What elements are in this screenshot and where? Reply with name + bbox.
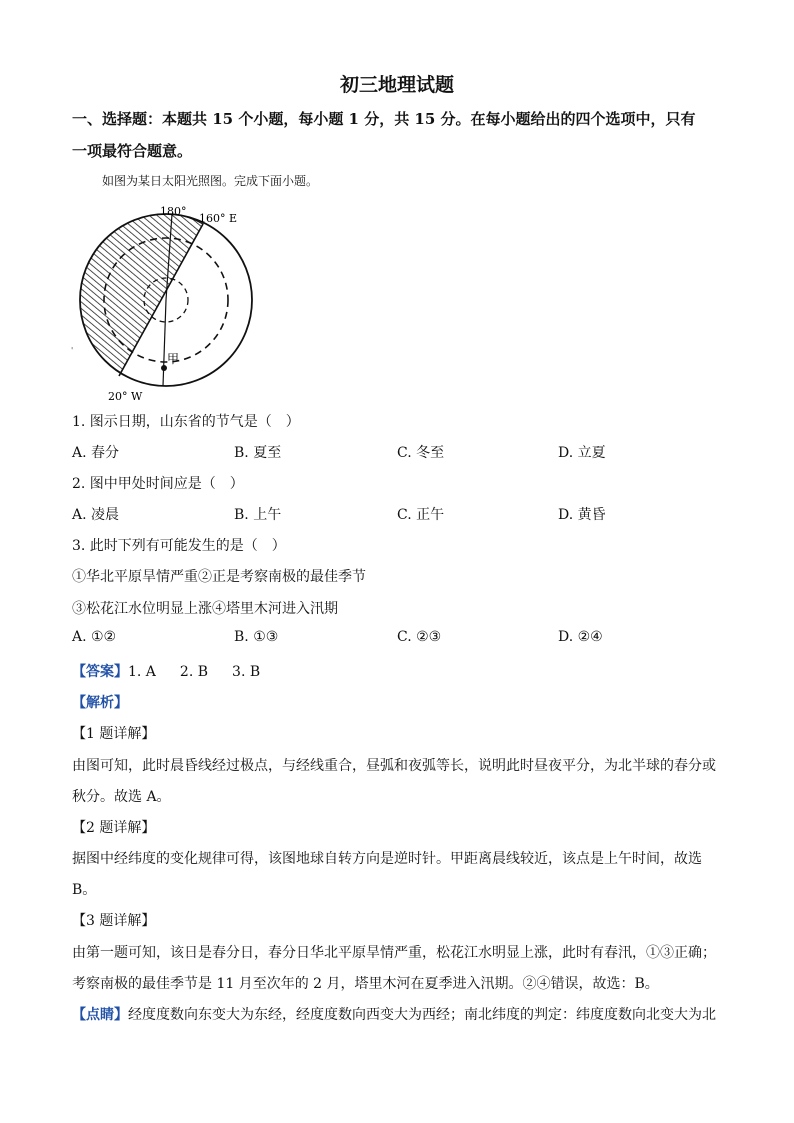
page-title: 初三地理试题 bbox=[339, 74, 454, 96]
question-3-line-2: ③松花江水位明显上涨④塔里木河进入汛期 bbox=[72, 601, 338, 617]
question-3-option-c: C. ②③ bbox=[397, 629, 442, 645]
analysis-tag: 【解析】 bbox=[72, 695, 128, 711]
answer-3: 3. B bbox=[232, 664, 261, 680]
tip-tag: 【点睛】 bbox=[72, 1007, 128, 1023]
answer-tag: 【答案】 bbox=[72, 664, 128, 680]
question-2-option-c: C. 正午 bbox=[397, 507, 445, 523]
detail-1-line-2: 秋分。故选 A。 bbox=[72, 789, 171, 805]
detail-2-line-1: 据图中经纬度的变化规律可得，该图地球自转方向是逆时针。甲距离晨线较近，该点是上午时间，故选 bbox=[72, 851, 702, 867]
section-heading-line-2: 一项最符合题意。 bbox=[72, 142, 193, 160]
question-1-option-b: B. 夏至 bbox=[234, 445, 282, 461]
answer-1: 1. A bbox=[128, 664, 156, 680]
detail-3-line-1: 由第一题可知，该日是春分日，春分日华北平原旱情严重，松花江水明显上涨，此时有春汛，①③正确； bbox=[72, 945, 716, 961]
label-jia: 甲 bbox=[167, 352, 180, 366]
question-1-option-c: C. 冬至 bbox=[397, 445, 445, 461]
question-2-option-a: A. 凌晨 bbox=[72, 507, 120, 523]
question-3-line-1: ①华北平原旱情严重②正是考察南极的最佳季节 bbox=[72, 569, 366, 585]
meridian-jia bbox=[163, 300, 166, 386]
edge-mark: ' bbox=[71, 346, 74, 355]
question-1-option-d: D. 立夏 bbox=[558, 445, 606, 461]
section-heading-line-1: 一、选择题：本题共 15 个小题，每小题 1 分，共 15 分。在每小题给出的四个选项中，只有 bbox=[72, 110, 696, 128]
tip-line bbox=[72, 1004, 716, 1024]
answer-line bbox=[72, 661, 260, 681]
figure-intro: 如图为某日太阳光照图。完成下面小题。 bbox=[102, 174, 319, 188]
illumination-figure bbox=[68, 200, 268, 405]
question-3-option-b: B. ①③ bbox=[234, 629, 279, 645]
label-180: 180° bbox=[160, 205, 187, 218]
question-2-option-d: D. 黄昏 bbox=[558, 507, 606, 523]
detail-1-head: 【1 题详解】 bbox=[72, 726, 156, 742]
question-3-stem: 3. 此时下列有可能发生的是（ ） bbox=[72, 538, 286, 554]
question-1-stem: 1. 图示日期，山东省的节气是（ ） bbox=[72, 414, 300, 430]
detail-3-line-2: 考察南极的最佳季节是 11 月至次年的 2 月，塔里木河在夏季进入汛期。②④错误，故选：B。 bbox=[72, 976, 659, 992]
detail-2-line-2: B。 bbox=[72, 882, 97, 898]
night-area bbox=[74, 213, 203, 376]
question-3-option-a: A. ①② bbox=[72, 629, 117, 645]
answer-2: 2. B bbox=[179, 664, 209, 680]
detail-3-head: 【3 题详解】 bbox=[72, 913, 156, 929]
detail-2-head: 【2 题详解】 bbox=[72, 820, 156, 836]
question-1-option-a: A. 春分 bbox=[72, 445, 120, 461]
detail-1-line-1: 由图可知，此时晨昏线经过极点，与经线重合，昼弧和夜弧等长，说明此时昼夜平分，为北半球的春分或 bbox=[72, 758, 716, 774]
label-160e: 160° E bbox=[199, 212, 238, 225]
question-2-stem: 2. 图中甲处时间应是（ ） bbox=[72, 476, 244, 492]
question-3-option-d: D. ②④ bbox=[558, 629, 603, 645]
tip-text: 经度度数向东变大为东经，经度度数向西变大为西经；南北纬度的判定：纬度度数向北变大为北 bbox=[128, 1007, 716, 1023]
question-2-option-b: B. 上午 bbox=[234, 507, 282, 523]
label-20w: 20° W bbox=[108, 390, 143, 403]
